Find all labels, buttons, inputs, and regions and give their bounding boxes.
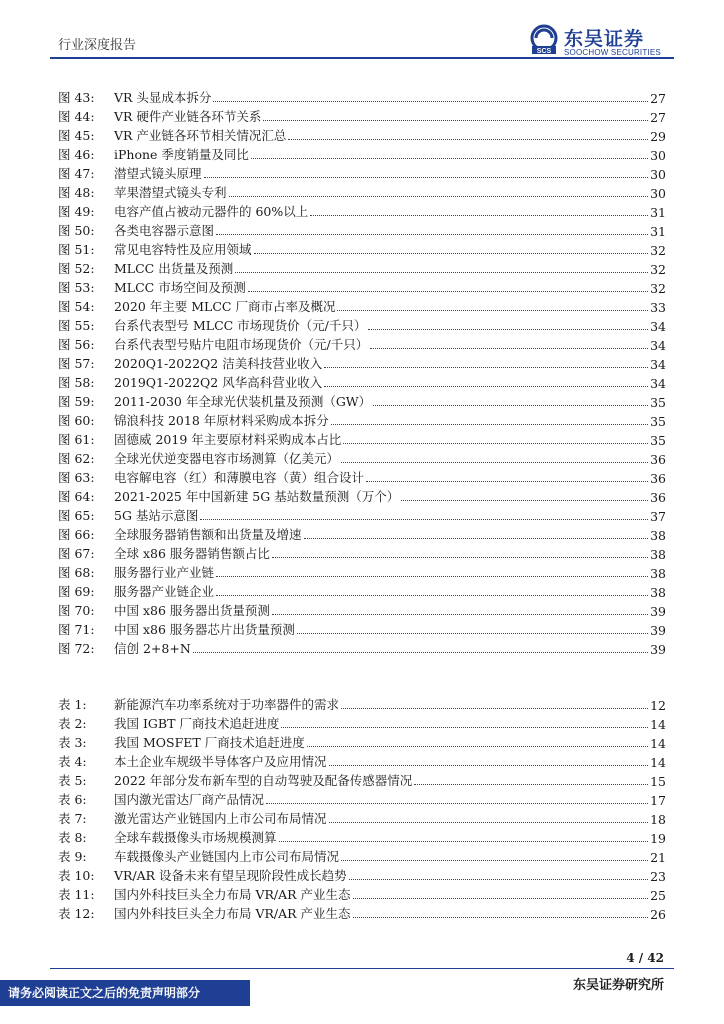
dot-leader: [353, 898, 649, 899]
entry-title: VR/AR 设备未来有望呈现阶段性成长趋势: [114, 868, 347, 883]
entry-title: VR 头显成本拆分: [114, 90, 212, 105]
figure-entry[interactable]: [58, 619, 666, 638]
dot-leader: [281, 727, 648, 728]
figure-entry[interactable]: [58, 258, 666, 277]
entry-label: 图 45:: [58, 128, 95, 143]
entry-page-number: 39: [650, 623, 666, 638]
dot-leader: [229, 196, 649, 197]
figure-entry[interactable]: [58, 600, 666, 619]
entry-page-number: 21: [650, 850, 666, 865]
entry-title: 锦浪科技 2018 年原材料采购成本拆分: [114, 413, 329, 428]
dot-leader: [324, 386, 648, 387]
scs-logo-icon: [528, 24, 560, 56]
logo-mark-text: SCS: [536, 48, 552, 55]
entry-label: 图 51:: [58, 242, 95, 257]
dot-leader: [213, 101, 648, 102]
entry-title: 本土企业车规级半导体客户及应用情况: [114, 754, 327, 769]
entry-page-number: 36: [650, 452, 666, 467]
entry-title: 电容解电容（红）和薄膜电容（黄）组合设计: [114, 470, 365, 485]
entry-title: 信创 2+8+N: [114, 641, 191, 656]
dot-leader: [414, 784, 648, 785]
entry-label: 图 70:: [58, 603, 95, 618]
table-entry[interactable]: [58, 789, 666, 808]
entry-page-number: 29: [650, 129, 666, 144]
entry-label: 表 1:: [58, 697, 87, 712]
entry-title: 国内外科技巨头全力布局 VR/AR 产业生态: [114, 887, 351, 902]
figure-entry[interactable]: [58, 277, 666, 296]
entry-page-number: 35: [650, 433, 666, 448]
entry-page-number: 14: [650, 736, 666, 751]
entry-title: 各类电容器示意图: [114, 223, 215, 238]
dot-leader: [349, 879, 649, 880]
entry-page-number: 27: [650, 91, 666, 106]
entry-title: MLCC 出货量及预测: [114, 261, 234, 276]
dot-leader: [263, 120, 648, 121]
entry-page-number: 34: [650, 319, 666, 334]
entry-page-number: 19: [650, 831, 666, 846]
entry-title: 中国 x86 服务器芯片出货量预测: [114, 622, 295, 637]
dot-leader: [343, 443, 648, 444]
entry-page-number: 36: [650, 471, 666, 486]
entry-page-number: 34: [650, 338, 666, 353]
dot-leader: [329, 765, 649, 766]
entry-label: 图 57:: [58, 356, 95, 371]
figure-entry[interactable]: [58, 125, 666, 144]
entry-title: 我国 MOSFET 厂商技术追赶进度: [114, 735, 305, 750]
entry-page-number: 14: [650, 717, 666, 732]
dot-leader: [341, 860, 648, 861]
entry-label: 图 58:: [58, 375, 95, 390]
dot-leader: [235, 272, 648, 273]
entry-title: 2019Q1-2022Q2 风华高科营业收入: [114, 375, 323, 390]
entry-title: 全球车载摄像头市场规模测算: [114, 830, 277, 845]
table-entry[interactable]: [58, 694, 666, 713]
entry-page-number: 14: [650, 755, 666, 770]
dot-leader: [341, 708, 648, 709]
dot-leader: [353, 917, 649, 918]
entry-title: 潜望式镜头原理: [114, 166, 202, 181]
entry-page-number: 35: [650, 395, 666, 410]
footer-divider: [50, 968, 674, 969]
entry-page-number: 30: [650, 167, 666, 182]
entry-label: 图 67:: [58, 546, 95, 561]
dot-leader: [266, 803, 648, 804]
dot-leader: [272, 614, 648, 615]
entry-title: 2021-2025 年中国新建 5G 基站数量预测（万个）: [114, 489, 400, 504]
table-entry[interactable]: [58, 713, 666, 732]
entry-title: 新能源汽车功率系统对于功率器件的需求: [114, 697, 340, 712]
entry-label: 表 8:: [58, 830, 87, 845]
logo-english-name: SOOCHOW SECURITIES: [564, 48, 661, 57]
dot-leader: [248, 291, 648, 292]
entry-page-number: 12: [650, 698, 666, 713]
figure-entry[interactable]: [58, 87, 666, 106]
entry-label: 图 69:: [58, 584, 95, 599]
dot-leader: [366, 481, 648, 482]
entry-page-number: 39: [650, 604, 666, 619]
entry-title: 全球光伏逆变器电容市场测算（亿美元）: [114, 451, 340, 466]
entry-page-number: 38: [650, 547, 666, 562]
entry-page-number: 33: [650, 300, 666, 315]
entry-title: 国内外科技巨头全力布局 VR/AR 产业生态: [114, 906, 351, 921]
figure-entry[interactable]: [58, 334, 666, 353]
header-divider: [50, 57, 674, 59]
figure-entry[interactable]: [58, 239, 666, 258]
entry-title: 激光雷达产业链国内上市公司布局情况: [114, 811, 327, 826]
entry-label: 图 59:: [58, 394, 95, 409]
dot-leader: [216, 595, 648, 596]
entry-label: 表 5:: [58, 773, 87, 788]
entry-label: 表 3:: [58, 735, 87, 750]
dot-leader: [216, 234, 648, 235]
table-entry[interactable]: [58, 732, 666, 751]
entry-label: 图 50:: [58, 223, 95, 238]
entry-label: 图 47:: [58, 166, 95, 181]
entry-label: 图 65:: [58, 508, 95, 523]
entry-title: 苹果潜望式镜头专利: [114, 185, 227, 200]
company-logo: [528, 24, 678, 58]
entry-title: 电容产值占被动元器件的 60%以上: [114, 204, 309, 219]
entry-title: 国内激光雷达厂商产品情况: [114, 792, 265, 807]
entry-title: 服务器行业产业链: [114, 565, 215, 580]
entry-label: 图 62:: [58, 451, 95, 466]
figure-entry[interactable]: [58, 467, 666, 486]
entry-label: 图 52:: [58, 261, 95, 276]
dot-leader: [251, 158, 648, 159]
figure-entry[interactable]: [58, 296, 666, 315]
figure-entry[interactable]: [58, 201, 666, 220]
entry-title: 中国 x86 服务器出货量预测: [114, 603, 270, 618]
entry-label: 表 11:: [58, 887, 95, 902]
table-entry[interactable]: [58, 770, 666, 789]
entry-label: 图 60:: [58, 413, 95, 428]
entry-title: 服务器产业链企业: [114, 584, 215, 599]
entry-label: 图 49:: [58, 204, 95, 219]
entry-label: 图 64:: [58, 489, 95, 504]
entry-label: 表 6:: [58, 792, 87, 807]
figure-entry[interactable]: [58, 448, 666, 467]
dot-leader: [341, 462, 648, 463]
figure-entry[interactable]: [58, 315, 666, 334]
figure-entry[interactable]: [58, 372, 666, 391]
entry-page-number: 26: [650, 907, 666, 922]
report-type-title: 行业深度报告: [58, 38, 137, 53]
entry-label: 图 53:: [58, 280, 95, 295]
entry-page-number: 39: [650, 642, 666, 657]
entry-page-number: 30: [650, 186, 666, 201]
dot-leader: [337, 310, 648, 311]
entry-title: 我国 IGBT 厂商技术追赶进度: [114, 716, 280, 731]
entry-page-number: 38: [650, 528, 666, 543]
entry-title: 2011-2030 年全球光伏装机量及预测（GW）: [114, 394, 372, 409]
research-institute-name: 东吴证券研究所: [572, 978, 664, 993]
entry-label: 表 9:: [58, 849, 87, 864]
figure-entry[interactable]: [58, 220, 666, 239]
table-entry[interactable]: [58, 827, 666, 846]
entry-title: VR 硬件产业链各环节关系: [114, 109, 262, 124]
figure-list: [58, 87, 666, 657]
figure-entry[interactable]: [58, 429, 666, 448]
dot-leader: [331, 424, 648, 425]
figure-entry[interactable]: [58, 353, 666, 372]
entry-page-number: 38: [650, 566, 666, 581]
entry-page-number: 17: [650, 793, 666, 808]
logo-chinese-name: 东吴证券: [564, 28, 645, 50]
entry-label: 图 71:: [58, 622, 95, 637]
entry-page-number: 31: [650, 205, 666, 220]
entry-label: 图 72:: [58, 641, 95, 656]
figure-entry[interactable]: [58, 106, 666, 125]
entry-page-number: 18: [650, 812, 666, 827]
entry-label: 表 7:: [58, 811, 87, 826]
dot-leader: [304, 538, 649, 539]
table-entry[interactable]: [58, 808, 666, 827]
figure-entry[interactable]: [58, 144, 666, 163]
entry-label: 图 48:: [58, 185, 95, 200]
entry-page-number: 25: [650, 888, 666, 903]
disclaimer-banner: 请务必阅读正文之后的免责声明部分: [0, 980, 250, 1006]
entry-page-number: 32: [650, 262, 666, 277]
dot-leader: [370, 348, 648, 349]
dot-leader: [272, 557, 648, 558]
entry-title: 常见电容特性及应用领域: [114, 242, 252, 257]
entry-title: VR 产业链各环节相关情况汇总: [114, 128, 287, 143]
entry-title: 全球服务器销售额和出货量及增速: [114, 527, 302, 542]
entry-label: 表 12:: [58, 906, 95, 921]
entry-label: 图 54:: [58, 299, 95, 314]
entry-title: 固德威 2019 年主要原材料采购成本占比: [114, 432, 342, 447]
entry-label: 图 63:: [58, 470, 95, 485]
entry-label: 图 43:: [58, 90, 95, 105]
entry-page-number: 38: [650, 585, 666, 600]
figure-entry[interactable]: [58, 163, 666, 182]
table-entry[interactable]: [58, 903, 666, 922]
dot-leader: [324, 367, 648, 368]
entry-label: 图 46:: [58, 147, 95, 162]
table-list: [58, 694, 666, 922]
entry-title: 5G 基站示意图: [114, 508, 199, 523]
entry-page-number: 32: [650, 243, 666, 258]
entry-title: 2020 年主要 MLCC 厂商市占率及概况: [114, 299, 336, 314]
table-entry[interactable]: [58, 884, 666, 903]
entry-title: 台系代表型号贴片电阻市场现货价（元/千只）: [114, 337, 369, 352]
entry-page-number: 35: [650, 414, 666, 429]
figure-entry[interactable]: [58, 182, 666, 201]
page-number: 4 / 42: [626, 951, 664, 965]
entry-page-number: 32: [650, 281, 666, 296]
figure-entry[interactable]: [58, 524, 666, 543]
entry-title: 车载摄像头产业链国内上市公司布局情况: [114, 849, 340, 864]
table-entry[interactable]: [58, 865, 666, 884]
dot-leader: [329, 822, 649, 823]
table-entry[interactable]: [58, 751, 666, 770]
entry-title: 台系代表型号 MLCC 市场现货价（元/千只）: [114, 318, 367, 333]
entry-page-number: 15: [650, 774, 666, 789]
entry-page-number: 30: [650, 148, 666, 163]
figure-entry[interactable]: [58, 410, 666, 429]
entry-label: 表 2:: [58, 716, 87, 731]
figure-entry[interactable]: [58, 581, 666, 600]
figure-entry[interactable]: [58, 638, 666, 657]
entry-label: 图 61:: [58, 432, 95, 447]
entry-title: 2022 年部分发布新车型的自动驾驶及配备传感器情况: [114, 773, 413, 788]
dot-leader: [373, 405, 648, 406]
dot-leader: [368, 329, 648, 330]
figure-entry[interactable]: [58, 543, 666, 562]
dot-leader: [254, 253, 649, 254]
dot-leader: [401, 500, 648, 501]
dot-leader: [307, 746, 648, 747]
dot-leader: [216, 576, 648, 577]
entry-title: 全球 x86 服务器销售额占比: [114, 546, 270, 561]
dot-leader: [310, 215, 648, 216]
entry-label: 图 55:: [58, 318, 95, 333]
figure-entry[interactable]: [58, 486, 666, 505]
dot-leader: [193, 652, 648, 653]
entry-title: MLCC 市场空间及预测: [114, 280, 246, 295]
entry-title: iPhone 季度销量及同比: [114, 147, 249, 162]
figure-entry[interactable]: [58, 562, 666, 581]
figure-entry[interactable]: [58, 391, 666, 410]
dot-leader: [288, 139, 648, 140]
entry-page-number: 31: [650, 224, 666, 239]
entry-label: 表 4:: [58, 754, 87, 769]
entry-label: 图 56:: [58, 337, 95, 352]
dot-leader: [204, 177, 649, 178]
entry-page-number: 27: [650, 110, 666, 125]
entry-label: 图 44:: [58, 109, 95, 124]
entry-page-number: 34: [650, 357, 666, 372]
entry-page-number: 36: [650, 490, 666, 505]
table-entry[interactable]: [58, 846, 666, 865]
entry-page-number: 37: [650, 509, 666, 524]
dot-leader: [297, 633, 648, 634]
dot-leader: [200, 519, 648, 520]
entry-label: 表 10:: [58, 868, 95, 883]
entry-label: 图 66:: [58, 527, 95, 542]
entry-label: 图 68:: [58, 565, 95, 580]
entry-page-number: 34: [650, 376, 666, 391]
dot-leader: [279, 841, 649, 842]
entry-title: 2020Q1-2022Q2 洁美科技营业收入: [114, 356, 323, 371]
figure-entry[interactable]: [58, 505, 666, 524]
entry-page-number: 23: [650, 869, 666, 884]
